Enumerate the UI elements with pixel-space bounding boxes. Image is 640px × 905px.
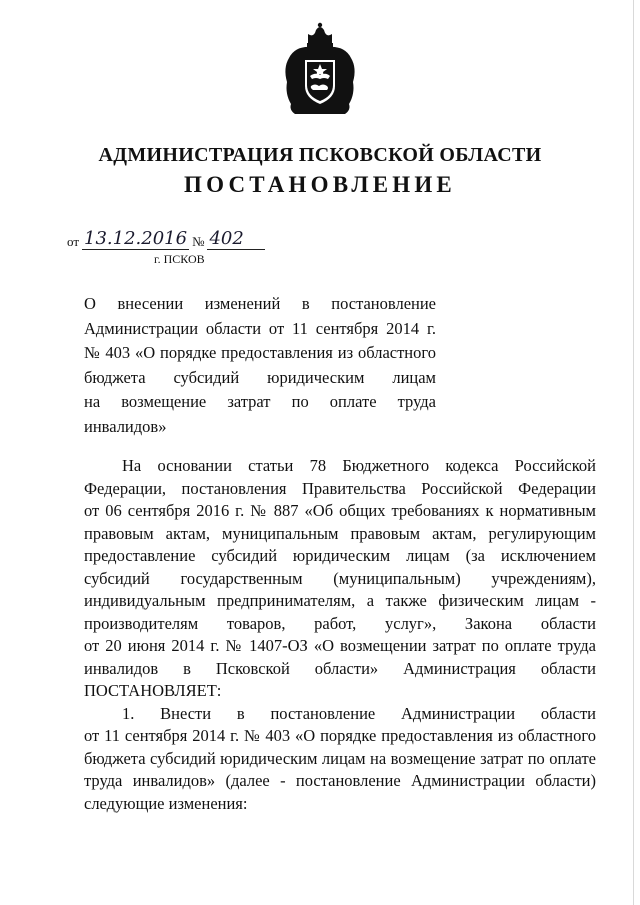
body-line: от 06 сентября 2016 г. № 887 «Об общих требованиях к нормативным xyxy=(84,501,596,520)
document-body xyxy=(84,455,596,815)
registration-line xyxy=(64,226,265,250)
body-line: правовым актам, муниципальным правовым актам, регулирующим xyxy=(84,523,596,543)
body-line: от 11 сентября 2014 г. № 403 «О порядке предоставления из областного xyxy=(84,726,596,745)
title-line: О внесении изменений в постановление xyxy=(84,294,436,313)
body-line: бюджета субсидий юридическим лицам на возмещение затрат по оплате xyxy=(84,748,596,768)
body-line: производителям товаров, работ, услуг», Закона области xyxy=(84,613,596,633)
body-line: от 20 июня 2014 г. № 1407-ОЗ «О возмещении затрат по оплате труда xyxy=(84,636,596,655)
document-type: ПОСТАНОВЛЕНИЕ xyxy=(184,172,456,197)
document-title xyxy=(84,292,436,439)
body-line-decree: ПОСТАНОВЛЯЕТ: xyxy=(84,681,222,700)
body-line: предоставление субсидий юридическим лицам (за исключением xyxy=(84,546,596,565)
body-line: субсидий государственным (муниципальным) учреждениям), xyxy=(84,568,596,588)
title-line: на возмещение затрат по оплате труда инвалидов» xyxy=(84,392,436,436)
from-label: от xyxy=(67,234,80,249)
title-line: № 403 «О порядке предоставления из областного xyxy=(84,343,436,362)
body-line: труда инвалидов» (далее - постановление Администрации области) xyxy=(84,771,596,790)
handwritten-number: 402 xyxy=(207,229,265,250)
title-line: бюджета субсидий юридическим лицам xyxy=(84,367,436,387)
organization-name: АДМИНИСТРАЦИЯ ПСКОВСКОЙ ОБЛАСТИ xyxy=(98,144,542,166)
body-line: На основании статьи 78 Бюджетного кодекса Российской xyxy=(122,456,596,475)
handwritten-date: 13.12.2016 xyxy=(84,228,188,249)
body-line-item-1: 1. Внести в постановление Администрации области xyxy=(122,703,596,723)
scan-edge-line xyxy=(633,0,634,905)
city-label: г. ПСКОВ xyxy=(154,252,205,266)
body-line: следующие изменения: xyxy=(84,793,248,813)
number-label: № xyxy=(192,234,205,249)
body-line: Федерации, постановления Правительства Российской Федерации xyxy=(84,478,596,498)
pskov-coat-of-arms-icon xyxy=(281,22,359,118)
body-line: инвалидов в Псковской области» Администрация области xyxy=(84,658,596,678)
body-line: индивидуальным предпринимателям, а также физическим лицам - xyxy=(84,591,596,610)
title-line: Администрации области от 11 сентября 2014 г. xyxy=(84,318,436,338)
